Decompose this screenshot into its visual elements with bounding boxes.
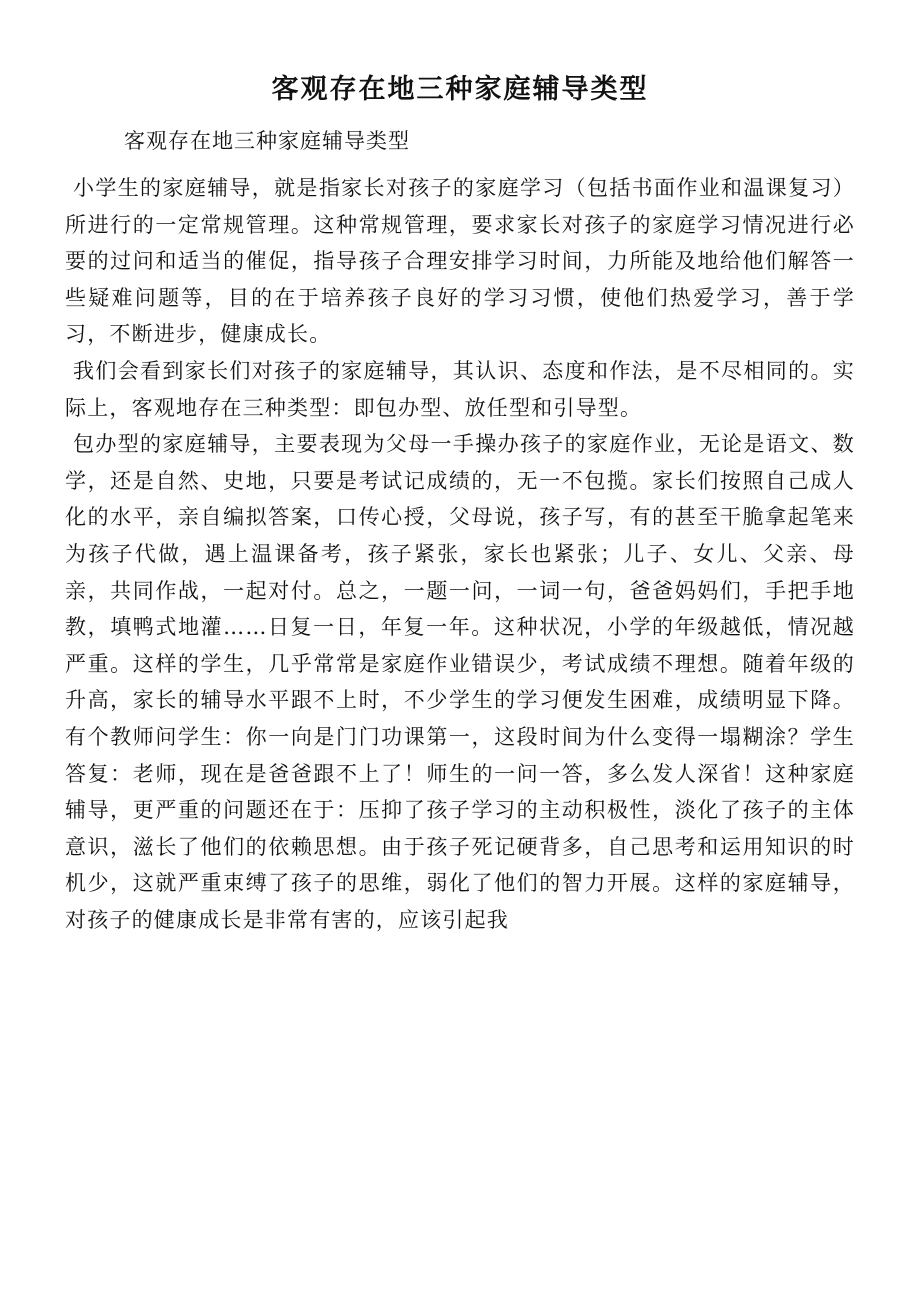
paragraph-baoban-type: 包办型的家庭辅导，主要表现为父母一手操办孩子的家庭作业，无论是语文、数学，还是自然、史地，只要是考试记成绩的，无一不包揽。家长们按照自己成人化的水平，亲自编拟答案，口传心授，父母说，孩子写，有的甚至干脆拿起笔来为孩子代做，遇上温课备考，孩子紧张，家长也紧张；儿子、女儿、父亲、母亲，共同作战，一起对付。总之，一题一问，一词一句，爸爸妈妈们，手把手地教，填鸭式地灌……日复一日，年复一年。这种状况，小学的年级越低，情况越严重。这样的学生，几乎常常是家庭作业错误少，考试成绩不理想。随着年级的升高，家长的辅导水平跟不上时，不少学生的学习便发生困难，成绩明显下降。有个教师问学生：你一向是门门功课第一，这段时间为什么变得一塌糊涂？学生答复：老师，现在是爸爸跟不上了！师生的一问一答，多么发人深省！这种家庭辅导，更严重的问题还在于：压抑了孩子学习的主动积极性，淡化了孩子的主体意识，滋长了他们的依赖思想。由于孩子死记硬背多，自己思考和运用知识的时机少，这就严重束缚了孩子的思维，弱化了他们的智力开展。这样的家庭辅导，对孩子的健康成长是非常有害的，应该引起我 — [65, 432, 855, 932]
paragraph-intro: 小学生的家庭辅导，就是指家长对孩子的家庭学习（包括书面作业和温课复习）所进行的一定常规管理。这种常规管理，要求家长对孩子的家庭学习情况进行必要的过问和适当的催促，指导孩子合理安排学习时间，力所能及地给他们解答一些疑难问题等，目的在于培养孩子良好的学习习惯，使他们热爱学习，善于学习，不断进步，健康成长。 — [65, 176, 855, 347]
paragraph-three-types: 我们会看到家长们对孩子的家庭辅导，其认识、态度和作法，是不尽相同的。实际上，客观地存在三种类型：即包办型、放任型和引导型。 — [65, 358, 855, 420]
document-body — [65, 170, 855, 938]
document-title: 客观存在地三种家庭辅导类型 — [271, 74, 649, 105]
document-subtitle: 客观存在地三种家庭辅导类型 — [124, 129, 410, 153]
